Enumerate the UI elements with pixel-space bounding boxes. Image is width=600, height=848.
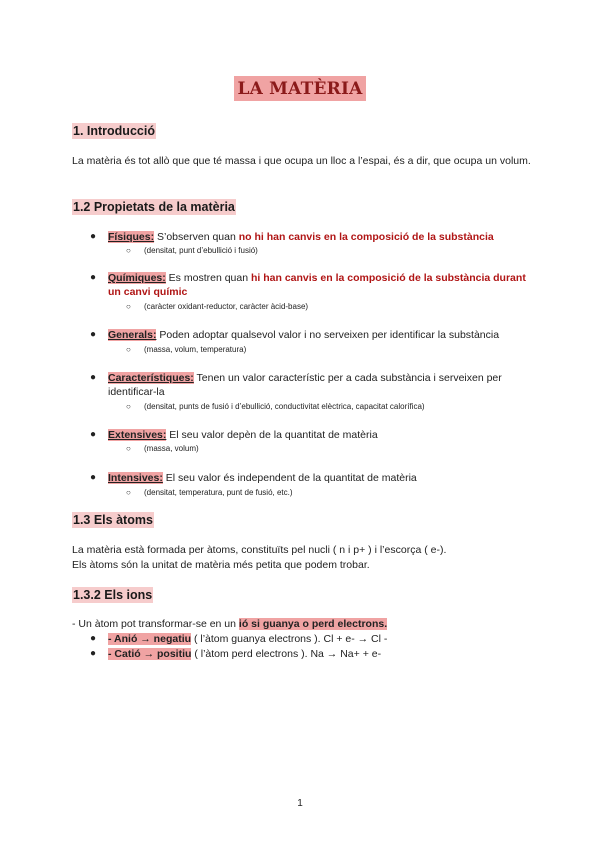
list-subitem: ○ (densitat, punt d’ebullició i fusió) [126, 246, 258, 255]
heading-properties: 1.2 Propietats de la matèria [73, 200, 235, 214]
list-subitem: ○ (densitat, punts de fusió i d’ebullició, conductivitat elèctrica, capacitat calorífica) [126, 402, 425, 411]
bullet-icon: ● [90, 648, 97, 659]
circle-bullet-icon: ○ [126, 444, 131, 453]
list-subitem: ○ (massa, volum, temperatura) [126, 345, 247, 354]
list-item: ● - Anió → negatiu ( l’àtom guanya electrons ). Cl + e- → Cl - [90, 633, 388, 645]
bullet-icon: ● [90, 633, 97, 644]
bullet-icon: ● [90, 472, 97, 483]
heading-ions: 1.3.2 Els ions [73, 588, 153, 602]
title-text: LA MATÈRIA [234, 76, 365, 101]
bullet-icon: ● [90, 429, 97, 440]
ions-intro: - Un àtom pot transformar-se en un ió si guanya o perd electrons. [72, 618, 388, 630]
atoms-line-1: La matèria està formada per àtoms, constituïts pel nucli ( n i p+ ) i l’escorça ( e-). [72, 544, 447, 556]
circle-bullet-icon: ○ [126, 488, 131, 497]
page-number: 1 [297, 798, 303, 809]
bullet-icon: ● [90, 329, 97, 340]
bullet-icon: ● [90, 372, 97, 383]
circle-bullet-icon: ○ [126, 302, 131, 311]
document-title [0, 76, 600, 101]
list-subitem: ○ (massa, volum) [126, 444, 199, 453]
atoms-line-2: Els àtoms són la unitat de matèria més petita que podem trobar. [72, 559, 370, 571]
intro-paragraph: La matèria és tot allò que que té massa i que ocupa un lloc a l’espai, és a dir, que ocupa un volum. [72, 155, 531, 167]
heading-atoms: 1.3 Els àtoms [73, 513, 153, 527]
bullet-icon: ● [90, 231, 97, 242]
list-subitem: ○ (densitat, temperatura, punt de fusió, etc.) [126, 488, 293, 497]
circle-bullet-icon: ○ [126, 345, 131, 354]
list-subitem: ○ (caràcter oxidant-reductor, caràcter àcid-base) [126, 302, 309, 311]
bullet-icon: ● [90, 272, 97, 283]
list-item: ● - Catió → positiu ( l’àtom perd electrons ). Na → Na+ + e- [90, 648, 382, 660]
circle-bullet-icon: ○ [126, 402, 131, 411]
heading-intro: 1. Introducció [73, 124, 155, 138]
circle-bullet-icon: ○ [126, 246, 131, 255]
